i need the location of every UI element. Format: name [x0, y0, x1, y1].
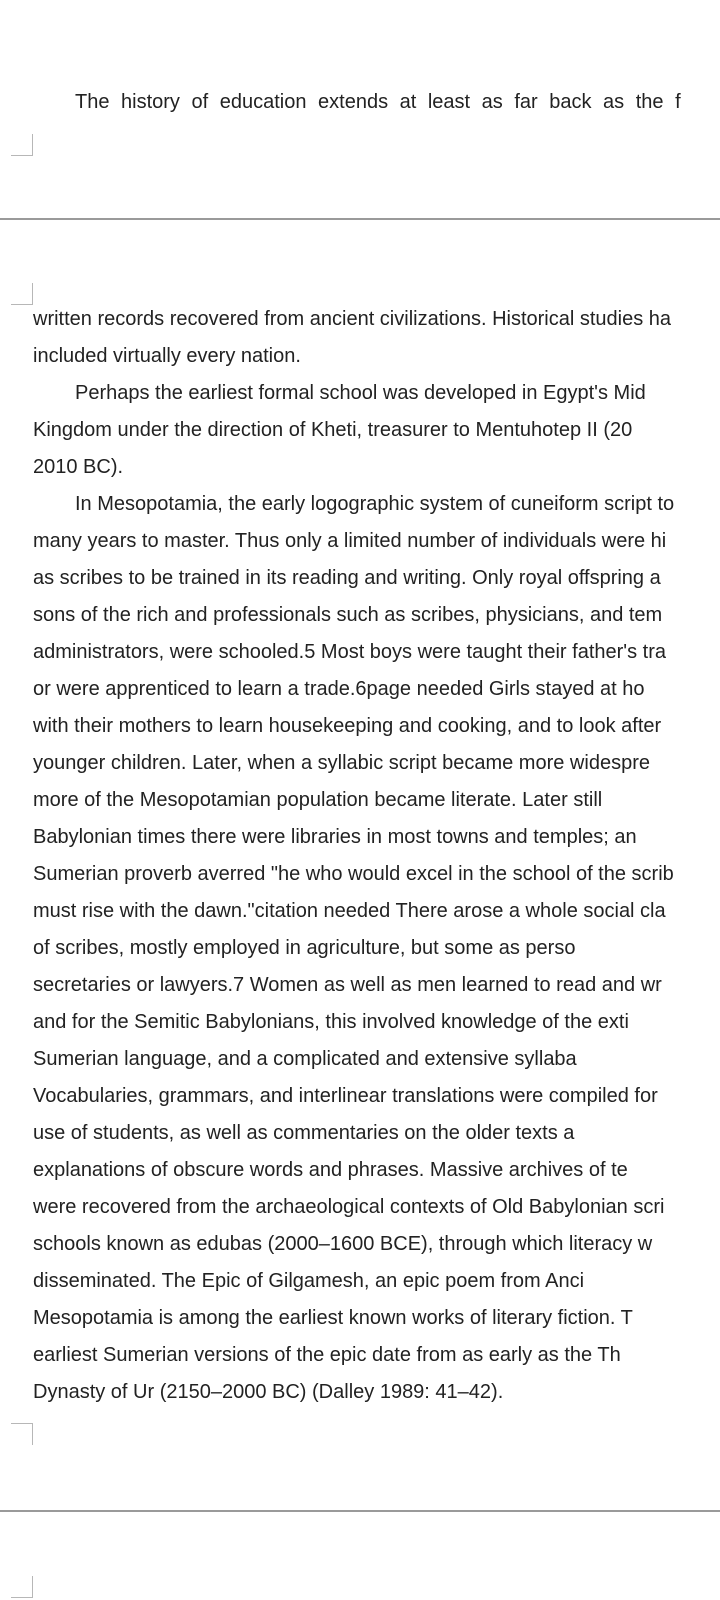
text-line: Sumerian language, and a complicated and extensive syllaba — [33, 1048, 577, 1070]
text-line: earliest Sumerian versions of the epic date from as early as the Th — [33, 1344, 621, 1366]
text-line: schools known as edubas (2000–1600 BCE), through which literacy w — [33, 1233, 653, 1255]
text-line: The history of education extends at least as far back as the f — [75, 91, 681, 113]
text-line: Babylonian times there were libraries in most towns and temples; an — [33, 826, 637, 848]
text-line: secretaries or lawyers.7 Women as well as men learned to read and wr — [33, 974, 662, 996]
text-line: many years to master. Thus only a limited number of individuals were hi — [33, 530, 667, 552]
text-line: explanations of obscure words and phrases. Massive archives of te — [33, 1159, 628, 1181]
text-line: Vocabularies, grammars, and interlinear translations were compiled for — [33, 1085, 658, 1107]
text-line: written records recovered from ancient civilizations. Historical studies ha — [33, 308, 672, 330]
page-3 — [0, 1512, 720, 1600]
text-line: 2010 BC). — [33, 456, 124, 478]
text-line: of scribes, mostly employed in agriculture, but some as perso — [33, 937, 576, 959]
page-corner-mark — [11, 1423, 33, 1445]
text-line: with their mothers to learn housekeeping and cooking, and to look after — [33, 715, 662, 737]
text-line: Kingdom under the direction of Kheti, treasurer to Mentuhotep II (20 — [33, 419, 633, 441]
text-line: Sumerian proverb averred "he who would excel in the school of the scrib — [33, 863, 674, 885]
page-1 — [0, 0, 720, 218]
text-line: as scribes to be trained in its reading and writing. Only royal offspring a — [33, 567, 661, 589]
page-2 — [0, 220, 720, 1510]
text-line: Dynasty of Ur (2150–2000 BC) (Dalley 1989: 41–42). — [33, 1381, 504, 1403]
text-line: or were apprenticed to learn a trade.6page needed Girls stayed at ho — [33, 678, 645, 700]
text-line: use of students, as well as commentaries on the older texts a — [33, 1122, 575, 1144]
page-corner-mark — [11, 283, 33, 305]
page-corner-mark — [11, 134, 33, 156]
text-line: Mesopotamia is among the earliest known works of literary fiction. T — [33, 1307, 633, 1329]
text-line: In Mesopotamia, the early logographic system of cuneiform script to — [75, 493, 675, 515]
text-line: sons of the rich and professionals such as scribes, physicians, and tem — [33, 604, 663, 626]
text-line: were recovered from the archaeological contexts of Old Babylonian scri — [33, 1196, 665, 1218]
text-line: disseminated. The Epic of Gilgamesh, an epic poem from Anci — [33, 1270, 585, 1292]
text-line: and for the Semitic Babylonians, this involved knowledge of the exti — [33, 1011, 629, 1033]
text-line: younger children. Later, when a syllabic script became more widespre — [33, 752, 650, 774]
text-line: administrators, were schooled.5 Most boys were taught their father's tra — [33, 641, 666, 663]
text-line: more of the Mesopotamian population became literate. Later still — [33, 789, 603, 811]
text-line: must rise with the dawn."citation needed There arose a whole social cla — [33, 900, 666, 922]
text-line: Perhaps the earliest formal school was developed in Egypt's Mid — [75, 382, 646, 404]
page-corner-mark — [11, 1576, 33, 1598]
text-line: included virtually every nation. — [33, 345, 301, 367]
